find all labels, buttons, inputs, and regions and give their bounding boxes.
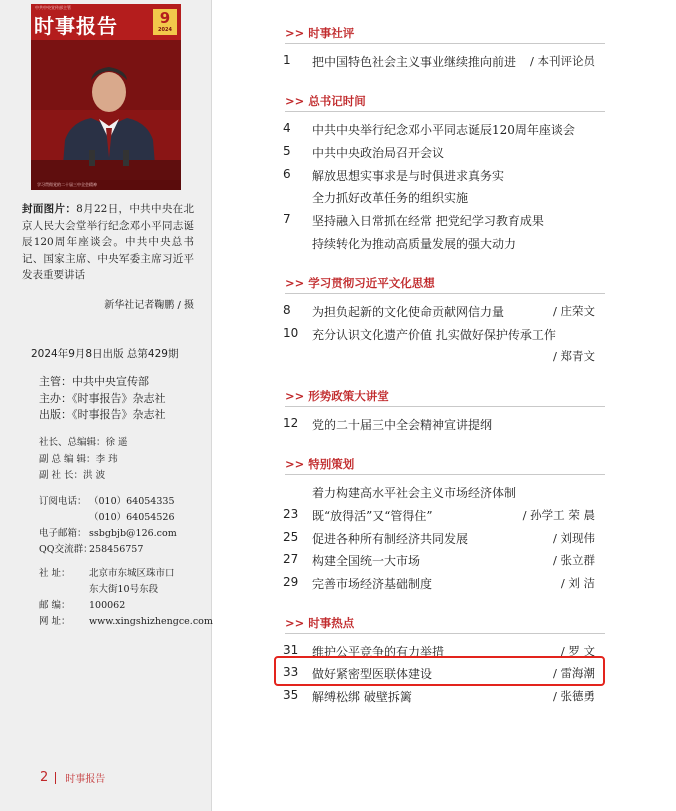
contact-row — [39, 510, 213, 526]
toc-entry[interactable] — [283, 53, 595, 71]
section-header: >> 特别策划 — [285, 457, 355, 471]
toc-entry[interactable] — [283, 235, 595, 253]
contact-row — [39, 542, 213, 558]
staff-row — [39, 435, 128, 452]
cover-bottom-text: 学习贯彻党的二十届三中全会精神 — [37, 182, 97, 187]
contact-value: （010）64054526 — [89, 512, 175, 523]
toc-author: / 本刊评论员 — [529, 54, 595, 68]
toc-page-number: 23 — [283, 507, 299, 521]
toc-title: 把中国特色社会主义事业继续推向前进 — [312, 55, 517, 69]
toc-page-number: 6 — [283, 167, 291, 181]
address-row — [39, 566, 213, 582]
toc-entry[interactable] — [283, 189, 595, 207]
address-row — [39, 614, 213, 630]
section-divider — [285, 474, 605, 475]
toc-entry[interactable] — [283, 416, 595, 434]
section-header: >> 时事热点 — [285, 616, 355, 630]
toc-page-number: 12 — [283, 416, 299, 430]
contact-label: QQ交流群： — [39, 544, 93, 555]
page-number: 2 — [40, 770, 49, 785]
address-row — [39, 598, 213, 614]
toc-title: 全力抓好改革任务的组织实施 — [312, 191, 469, 205]
management-label: 主办： — [39, 391, 72, 405]
magazine-cover[interactable] — [31, 4, 181, 190]
highlight-box — [274, 656, 605, 686]
cover-issue-year: 2024 — [158, 27, 172, 33]
toc-entry[interactable] — [283, 212, 595, 230]
cover-bottom-bar — [31, 180, 181, 190]
toc-author: / 郑青文 — [552, 349, 595, 363]
toc-author: / 刘现伟 — [552, 531, 595, 545]
management-row — [39, 391, 166, 408]
management-value: 《时事报告》杂志社 — [72, 408, 166, 421]
toc-title: 持续转化为推动高质量发展的强大动力 — [312, 237, 517, 251]
section-divider — [285, 293, 605, 294]
toc-title: 完善市场经济基础制度 — [312, 577, 433, 591]
toc-title: 既“放得活”又“管得住” — [312, 509, 433, 523]
section-header: >> 学习贯彻习近平文化思想 — [285, 276, 435, 290]
toc-title: 充分认识文化遗产价值 扎实做好保护传承工作 — [312, 328, 556, 342]
toc-entry[interactable] — [283, 144, 595, 162]
management-row — [39, 374, 166, 391]
email-link[interactable]: ssbgbjb@126.com — [89, 528, 177, 539]
cover-caption — [22, 201, 194, 284]
caption-lead: 封面图片： — [22, 203, 77, 215]
toc-entry[interactable] — [283, 167, 595, 185]
staff-label: 副 总 编 辑： — [39, 453, 96, 465]
address-label: 邮 编： — [39, 600, 71, 611]
toc-author: / 刘 洁 — [560, 576, 595, 590]
toc-author: / 孙学工 荣 晨 — [522, 508, 595, 522]
toc-page-number: 7 — [283, 212, 291, 226]
toc-entry[interactable] — [283, 326, 595, 344]
address-value: 北京市东城区珠市口 — [89, 568, 175, 579]
photo-credit: 新华社记者鞠鹏 / 摄 — [104, 300, 194, 311]
toc-entry[interactable] — [283, 507, 595, 525]
section-header: >> 时事社评 — [285, 26, 355, 40]
management-label: 主管： — [39, 375, 72, 388]
address-value: 100062 — [89, 600, 126, 611]
toc-title: 中共中央政治局召开会议 — [312, 146, 445, 160]
contact-label: 电子邮箱： — [39, 528, 87, 539]
toc-title: 维护公平竞争的有力举措 — [312, 645, 445, 659]
toc-page-number: 10 — [283, 326, 299, 340]
spacer — [39, 558, 213, 566]
address-label: 社 址： — [39, 568, 71, 579]
management-row — [39, 407, 166, 424]
management-value: 中共中央宣传部 — [72, 375, 149, 388]
toc-author: / 雷海潮 — [552, 666, 595, 680]
management-info — [39, 374, 166, 424]
toc-title: 为担负起新的文化使命贡献网信力量 — [312, 305, 505, 319]
toc-entry[interactable] — [283, 575, 595, 593]
section-divider — [285, 633, 605, 634]
toc-page-number: 35 — [283, 688, 299, 702]
cover-small-text: 中共中央宣传部主管 — [35, 5, 71, 10]
address-value: 东大街10号东段 — [89, 584, 159, 595]
toc-page-number: 8 — [283, 303, 291, 317]
toc-page-number: 33 — [283, 665, 299, 679]
publication-date: 2024年9月8日出版 总第429期 — [31, 348, 179, 360]
staff-value: 李 玮 — [95, 453, 118, 465]
toc-page-number: 1 — [283, 53, 291, 67]
section-header: >> 总书记时间 — [285, 94, 366, 108]
address-label: 网 址： — [39, 616, 71, 627]
toc-title: 解放思想实事求是与时俱进求真务实 — [312, 169, 505, 183]
staff-value: 徐 遥 — [105, 437, 128, 448]
contact-row — [39, 494, 213, 510]
toc-entry[interactable] — [283, 552, 595, 570]
toc-title: 坚持融入日常抓在经常 把党纪学习教育成果 — [312, 214, 544, 228]
toc-title: 中共中央举行纪念邓小平同志诞辰120周年座谈会 — [312, 123, 575, 137]
footer-magazine-name: 时事报告 — [65, 774, 106, 785]
toc-entry[interactable] — [283, 121, 595, 139]
toc-page-number: 4 — [283, 121, 291, 135]
toc-title: 做好紧密型医联体建设 — [312, 667, 433, 681]
toc-title: 着力构建高水平社会主义市场经济体制 — [312, 486, 517, 500]
staff-label: 副 社 长： — [39, 470, 84, 481]
contact-label: 订阅电话： — [39, 496, 87, 507]
toc-title: 解缚松绑 破壁拆篱 — [312, 690, 412, 704]
toc-title: 构建全国统一大市场 — [312, 554, 421, 568]
contact-value: 258456757 — [89, 544, 144, 555]
vertical-divider — [211, 0, 212, 811]
toc-page-number: 27 — [283, 552, 299, 566]
toc-page-number: 25 — [283, 530, 299, 544]
contact-label — [39, 510, 89, 526]
toc-page-number: 31 — [283, 643, 299, 657]
toc-author: / 张立群 — [552, 553, 595, 567]
staff-value: 洪 波 — [83, 470, 106, 481]
staff-row — [39, 468, 128, 485]
management-label: 出版： — [39, 408, 72, 421]
contact-info — [39, 494, 213, 630]
toc-author: / 罗 文 — [560, 644, 595, 658]
toc-page-number: 29 — [283, 575, 299, 589]
address-label — [39, 582, 89, 598]
toc-entry[interactable] — [283, 303, 595, 321]
section-divider — [285, 406, 605, 407]
contact-row — [39, 526, 213, 542]
toc-author: / 庄荣文 — [552, 304, 595, 318]
section-divider — [285, 111, 605, 112]
section-divider — [285, 43, 605, 44]
cover-photo — [31, 40, 181, 190]
toc-page-number: 5 — [283, 144, 291, 158]
management-value: 《时事报告》杂志社 — [72, 391, 166, 405]
page-footer — [40, 770, 105, 785]
section-header: >> 形势政策大讲堂 — [285, 389, 389, 403]
cover-masthead — [31, 4, 181, 40]
staff-info — [39, 435, 128, 485]
staff-label: 社长、总编辑： — [39, 437, 106, 448]
website-link[interactable]: www.xingshizhengce.com — [89, 616, 213, 627]
cover-issue-number: 9 — [159, 9, 171, 27]
footer-separator — [55, 772, 56, 784]
toc-entry[interactable] — [283, 348, 595, 366]
toc-title: 促进各种所有制经济共同发展 — [312, 532, 469, 546]
toc-entry[interactable] — [283, 484, 595, 502]
contact-value: （010）64054335 — [89, 496, 175, 507]
cover-issue-badge — [153, 9, 177, 35]
toc-author: / 张德勇 — [552, 689, 595, 703]
toc-entry[interactable] — [283, 688, 595, 706]
toc-entry[interactable] — [283, 530, 595, 548]
address-row — [39, 582, 213, 598]
cover-title: 时事报告 — [34, 14, 118, 38]
staff-row — [39, 452, 128, 469]
toc-title: 党的二十届三中全会精神宣讲提纲 — [312, 418, 493, 432]
caption-text: 8月22日，中共中央在北京人民大会堂举行纪念邓小平同志诞辰120周年座谈会。中共中央总书记、国家主席、中央军委主席习近平发表重要讲话 — [22, 203, 194, 281]
